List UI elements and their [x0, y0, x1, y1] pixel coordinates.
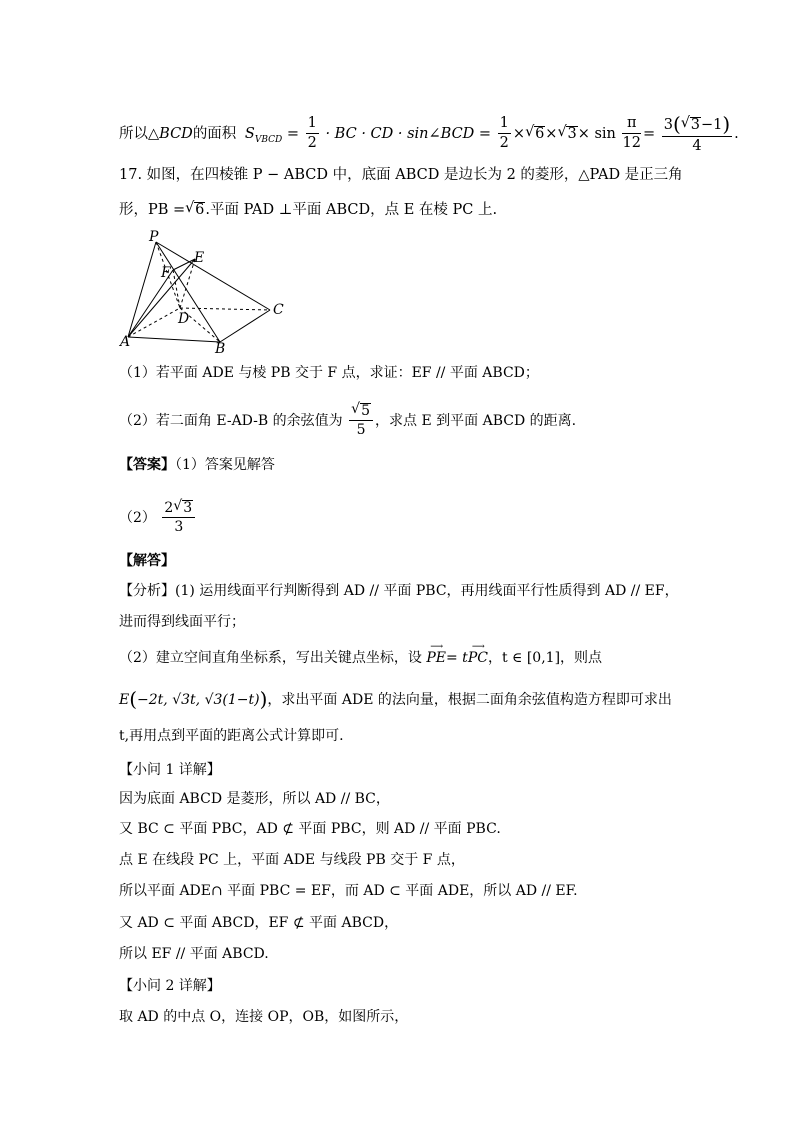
analysis-line1: 【分析】(1) 运用线面平行判断得到 AD // 平面 PBC，再用线面平行性质得到 AD // EF，: [119, 583, 679, 599]
answer-part-2: （2） $\frac{2√ 3}{3}$: [119, 500, 197, 536]
answer-part-1: （1）答案见解答: [175, 457, 275, 473]
analysis-line5: t,再用点到平面的距离公式计算即可.: [119, 728, 344, 744]
fraction-2sqrt3-over-3: $\frac{2√ 3}{3}$: [162, 500, 195, 536]
sub1-line5: 又 AD ⊂ 平面 ABCD，EF ⊄ 平面 ABCD，: [119, 915, 399, 931]
answer-line: [119, 458, 275, 472]
fraction-half-2: $\frac{1}{2}$: [499, 115, 509, 151]
label-D: D: [178, 311, 190, 327]
vector-PC: ⟶ PC: [467, 642, 488, 666]
area-subscript: VBCD: [254, 134, 283, 145]
sub1-line4: 所以平面 ADE∩ 平面 PBC = EF，而 AD ⊂ 平面 ADE，所以 AD // EF.: [119, 883, 578, 899]
question-17-line1: 17. 如图，在四棱锥 P − ABCD 中，底面 ABCD 是边长为 2 的菱形，△PAD 是正三角: [119, 167, 683, 183]
label-B: B: [215, 341, 226, 355]
sub1-line2: 又 BC ⊂ 平面 PBC，AD ⊄ 平面 PBC，则 AD // 平面 PBC.: [119, 821, 501, 837]
sub2-head: 【小问 2 详解】: [119, 978, 221, 994]
fraction-half-1: $\frac{1}{2}$: [307, 115, 317, 151]
sub1-line6: 所以 EF // 平面 ABCD.: [119, 946, 269, 962]
sqrt-3: √ 3: [557, 126, 577, 142]
area-formula-line: 所以△BCD的面积 $S_{VBCD}$ = $\frac{1}{2}$ · BC · CD · sin∠BCD = $\frac{1}{2}$ ×√ 6×√ 3× sin $\frac{\pi}{12}$ = $\frac{3(√ 3-1)}{4}$ .: [119, 113, 739, 155]
area-segment: · BC · CD · sin∠BCD =: [325, 125, 492, 142]
triangle-name: BCD: [159, 125, 193, 142]
vector-PE: ⟶ PE: [426, 642, 446, 666]
sub1-line1: 因为底面 ABCD 是菱形，所以 AD // BC，: [119, 791, 390, 807]
analysis-line3: （2）建立空间直角坐标系，写出关键点坐标，设 ⟶ PE= t ⟶ PC，t ∈ [0,1]，则点: [119, 642, 603, 666]
area-label: 的面积: [192, 125, 237, 142]
part-2-question: （2）若二面角 E-AD-B 的余弦值为 √ $\frac{5}{5}$ ，求点 E 到平面 ABCD 的距离.: [119, 403, 576, 439]
part-1-question: （1）若平面 ADE 与棱 PB 交于 F 点，求证：EF // 平面 ABCD；: [119, 365, 539, 381]
label-C: C: [273, 302, 284, 318]
fraction-pi-12: $\frac{\pi}{12}$: [622, 115, 641, 151]
pyramid-figure: [118, 230, 298, 355]
label-P: P: [149, 230, 159, 245]
fraction-sqrt5-over-5: √ $\frac{5}{5}$: [349, 403, 373, 439]
sub1-line3: 点 E 在线段 PC 上，平面 ADE 与线段 PB 交于 F 点，: [119, 852, 465, 868]
analysis-line2: 进而得到线面平行；: [119, 614, 245, 630]
question-17-line2: 形，PB =√ 6.平面 PAD ⊥平面 ABCD，点 E 在棱 PC 上.: [119, 202, 497, 218]
sub1-head: 【小问 1 详解】: [119, 762, 221, 778]
area-prefix: 所以△: [119, 125, 160, 142]
answer-head: 【答案】: [119, 457, 175, 473]
sqrt-6: √ 6: [525, 126, 545, 142]
analysis-line4: E(−2t, √3t, √3(1−t))，求出平面 ADE 的法向量，根据二面角余弦值构造方程即可求出: [119, 687, 672, 711]
label-A: A: [120, 334, 131, 350]
sub2-line1: 取 AD 的中点 O，连接 OP，OB，如图所示，: [119, 1009, 409, 1025]
fraction-result: $\frac{3(√ 3-1)}{4}$: [662, 113, 732, 155]
solution-head: 【解答】: [119, 553, 175, 569]
label-F: F: [161, 265, 171, 281]
label-E: E: [194, 250, 205, 266]
